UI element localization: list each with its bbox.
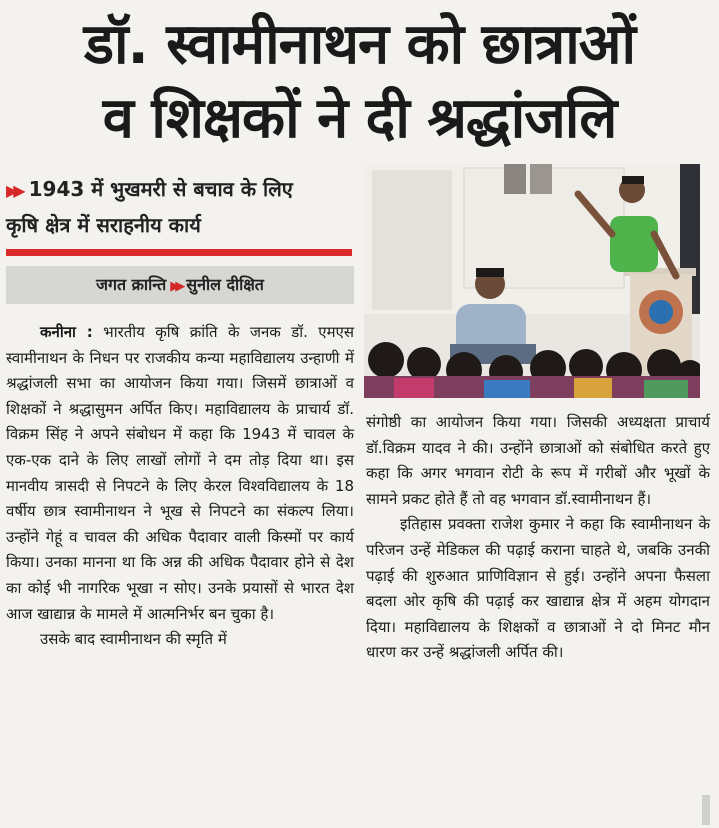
article-paragraph: इतिहास प्रवक्ता राजेश कुमार ने कहा कि स्वामीनाथन के परिजन उन्हें मेडिकल की पढ़ाई कराना चाहते थे, जबकि उनकी पढ़ाई की शुरुआत प्राणिविज्ञान से हुई। उन्होंने अपना फैसला बदला ओर कृषि की पढ़ाई कर खाद्यान्न क्षेत्र में अहम योगदान दिया। महाविद्यालय के शिक्षकों व छात्राओं ने दो मिनट मौन धारण कर उन्हें श्रद्धांजली अर्पित की। [366, 515, 710, 662]
subheadline-line-2: कृषि क्षेत्र में सराहनीय कार्य [6, 213, 201, 237]
double-arrow-icon: ▶▶ [6, 181, 21, 200]
dateline: कनीना : [40, 323, 93, 341]
article-column-2 [366, 410, 710, 666]
article-text: भारतीय कृषि क्रांति के जनक डॉ. एमएस स्वामीनाथन के निधन पर राजकीय कन्या महाविद्यालय उन्हाणी में श्रद्धांजली सभा का आयोजन किया गया। जिसमें छात्राओं व शिक्षकों ने श्रद्धासुमन अर्पित किए। महाविद्यालय के प्राचार्य डॉ. विक्रम सिंह ने अपने संबोधन में कहा कि 1943 में चावल के एक-एक दाने के लिए लाखों लोगों ने दम तोड़ दिया था। इस मानवीय त्रासदी से निपटने के लिए केरल विश्वविद्यालय के 18 वर्षीय छात्र स्वामीनाथन ने भूख से निपटने का संकल्प लिया। उन्होंने गेहूं व चावल की अधिक पैदावार वाली किस्मों पर कार्य किया। उनका मानना था कि अन्न की अधिक पैदावार होने से देश का कोई भी नागरिक भूखा न सोए। उनके प्रयासों से भारत देश आज खाद्यान्न के मामले में आत्मनिर्भर बन चुका है। [6, 323, 354, 623]
subheadline-text-1: 1943 में भुखमरी से बचाव के लिए [28, 177, 293, 201]
article-paragraph: उसके बाद स्वामीनाथन की स्मृति में [40, 630, 227, 649]
article-column-1 [6, 320, 354, 653]
page-edge-mark [702, 795, 710, 825]
accent-divider [6, 249, 352, 256]
subheadline [6, 172, 356, 242]
subheadline-line-1 [6, 172, 356, 208]
headline-line-2: व शिक्षकों ने दी श्रद्धांजलि [102, 86, 617, 151]
event-photo-illustration [364, 164, 700, 398]
article-paragraph [6, 320, 354, 627]
byline-publication: जगत क्रान्ति [96, 275, 167, 294]
double-arrow-icon: ▶▶ [170, 279, 181, 294]
headline [0, 8, 719, 156]
byline-reporter: सुनील दीक्षित [186, 275, 264, 294]
event-photo [364, 164, 700, 398]
byline [6, 266, 354, 304]
article-paragraph: संगोष्ठी का आयोजन किया गया। जिसकी अध्यक्षता प्राचार्य डॉ.विक्रम यादव ने की। उन्होंने छात्राओं को संबोधित करते हुए कहा कि अगर भगवान रोटी के रूप में गरीबों और भूखों के सामने प्रकट होते हैं तो वह भगवान डॉ.स्वामीनाथन हैं। [366, 413, 710, 508]
headline-line-1: डॉ. स्वामीनाथन को छात्राओं [83, 12, 635, 77]
